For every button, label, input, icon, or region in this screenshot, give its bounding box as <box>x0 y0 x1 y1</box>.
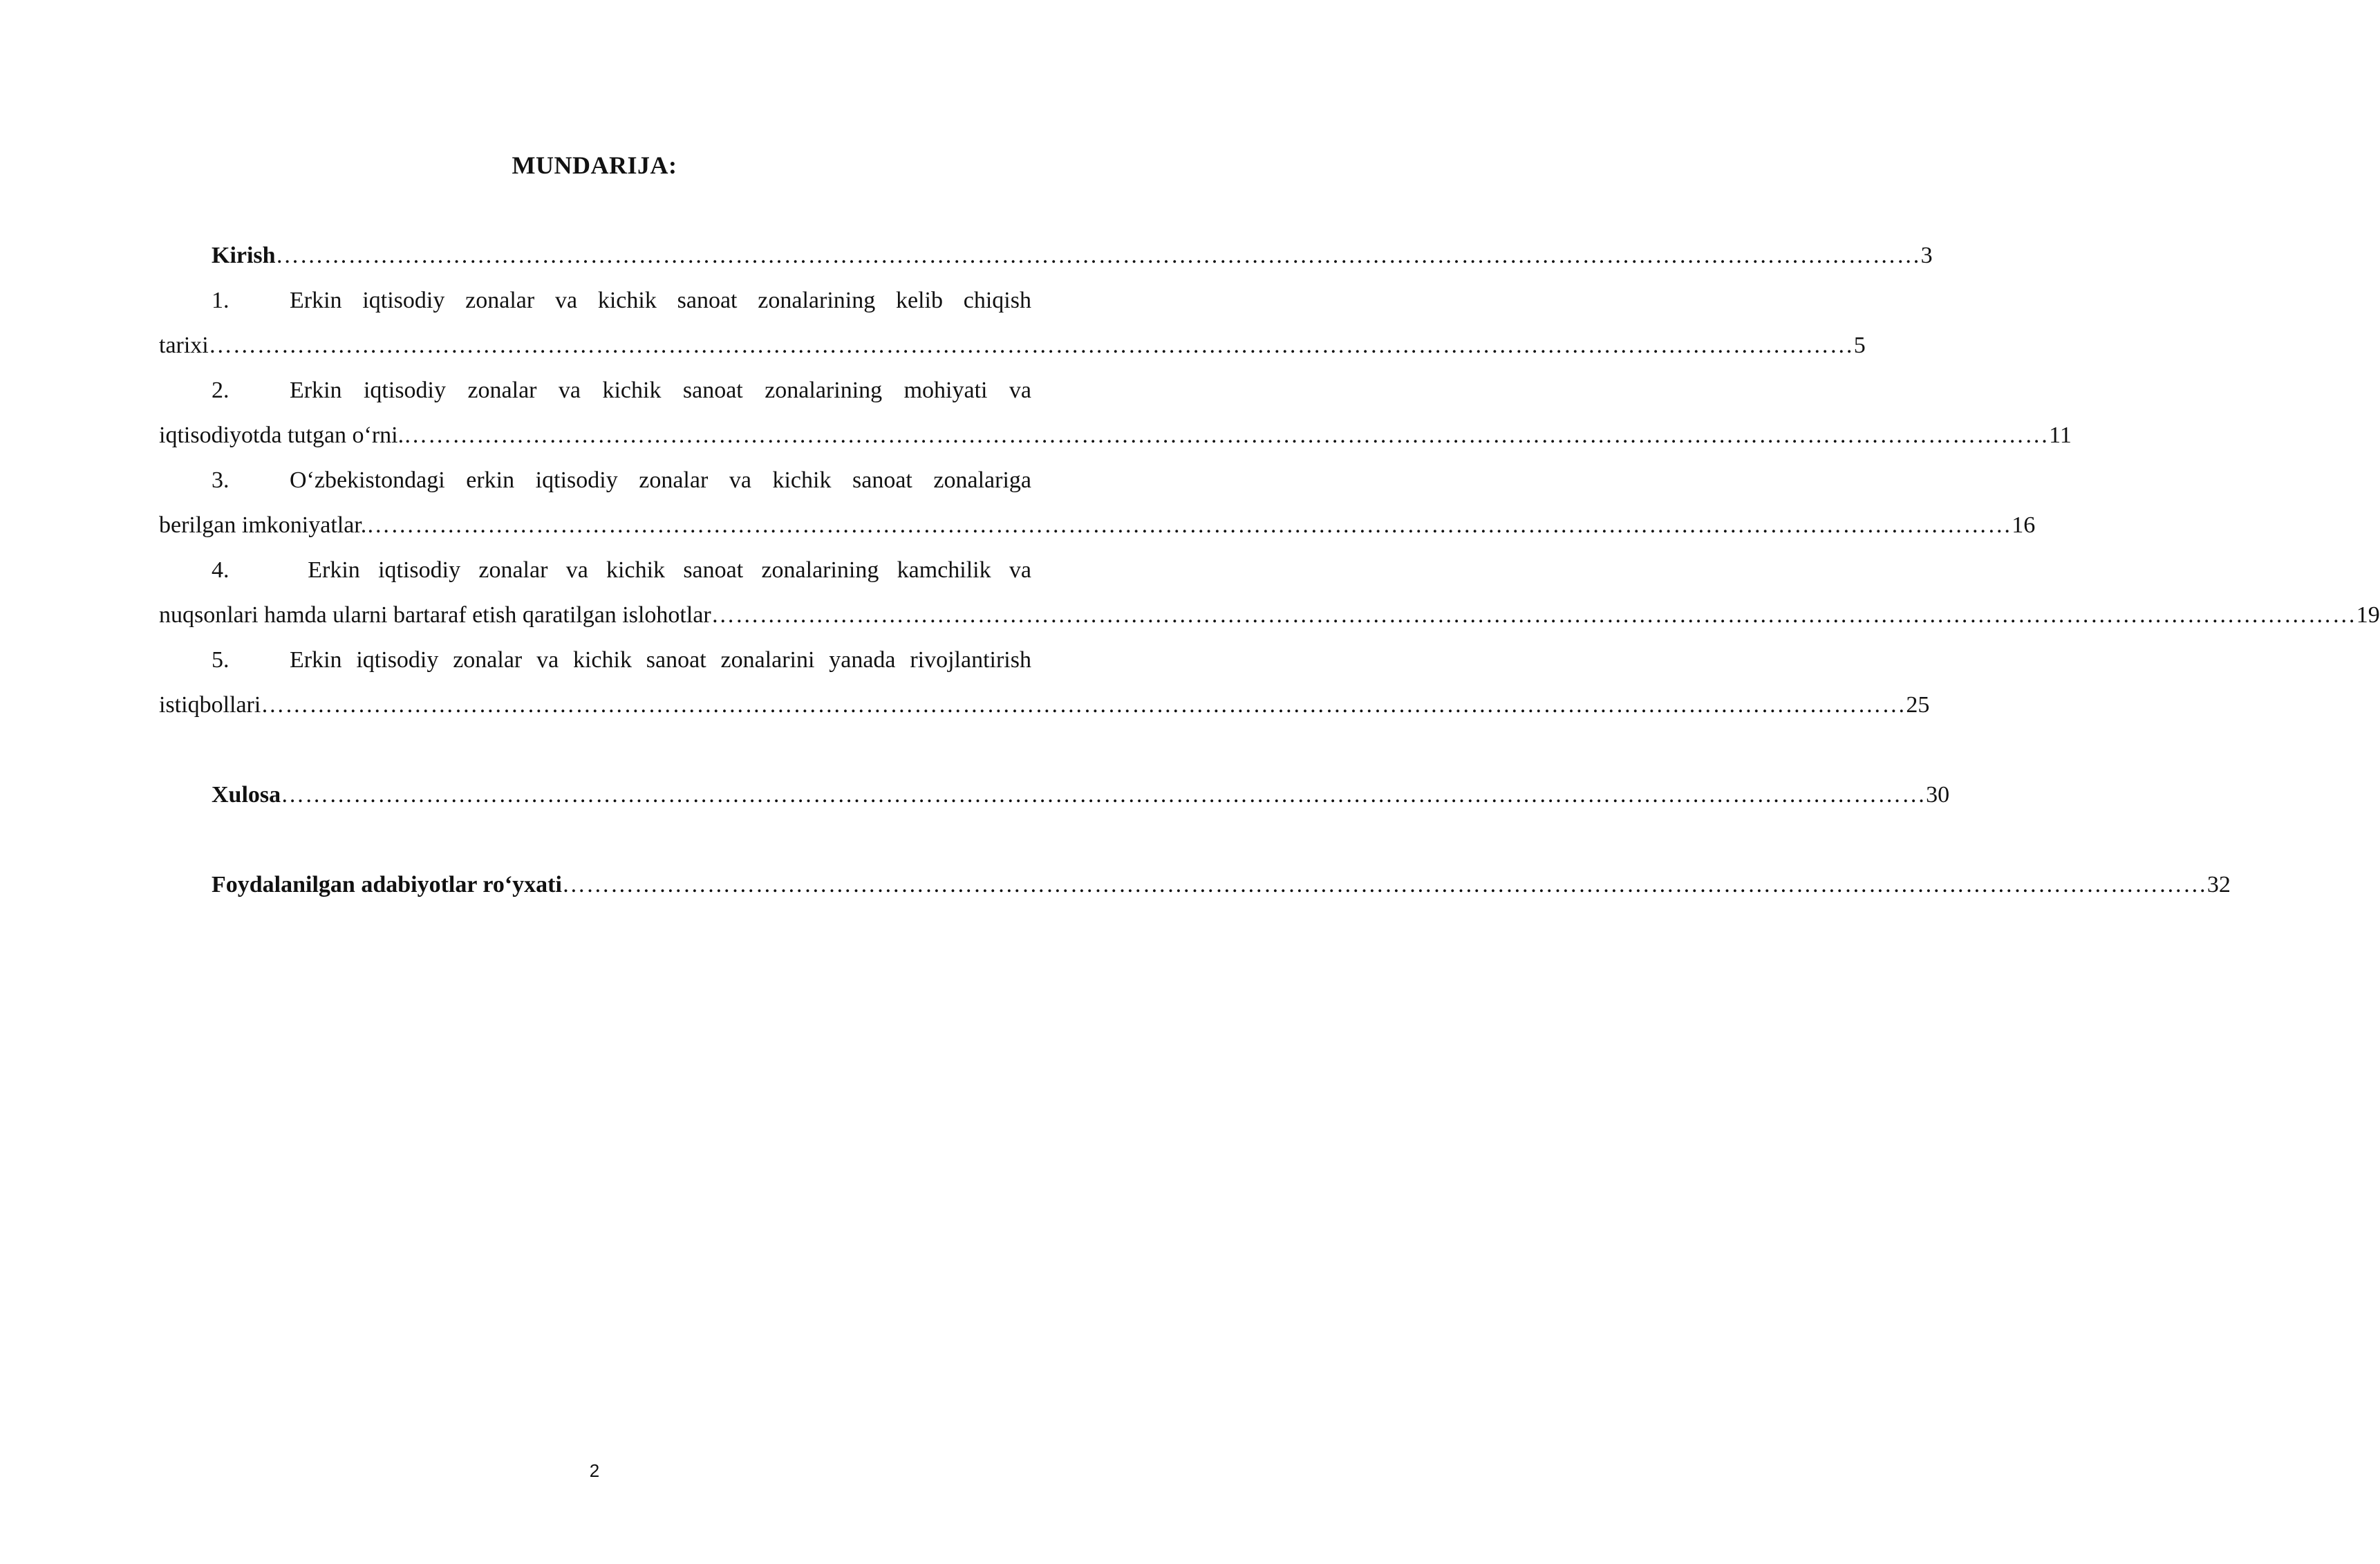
toc-entry-conclusion <box>212 778 1950 812</box>
toc-conclusion-label: Xulosa <box>212 782 281 808</box>
toc-intro-page: 3 <box>1920 243 1933 268</box>
toc-item-number: 4. <box>212 557 229 583</box>
toc-item-4-line2 <box>159 598 2380 633</box>
page-title: MUNDARIJA: <box>512 151 677 179</box>
toc-item-title: Erkin iqtisodiy zonalar va kichik sanoat zonalarining mohiyati va <box>290 378 1031 403</box>
toc-item-number: 5. <box>212 647 229 673</box>
toc-leader-dots: …………………………………………………………………………………………………………………………………………………………………………………… <box>281 782 1927 808</box>
toc-item-number: 2. <box>212 378 229 403</box>
toc-leader-dots: …………………………………………………………………………………………………………………………………………………………………………………… <box>366 512 2012 538</box>
toc-item-1-line1 <box>212 283 1031 318</box>
toc-item-number: 1. <box>212 288 229 313</box>
toc-item-title-cont: tarixi <box>159 333 209 358</box>
toc-references-label: Foydalanilgan adabiyotlar ro‘yxati <box>212 872 562 897</box>
toc-leader-dots: …………………………………………………………………………………………………………………………………………………………………………………… <box>208 333 1854 358</box>
page-number: 2 <box>589 1460 600 1481</box>
toc-item-5-line2 <box>159 688 1930 723</box>
toc-item-title: Erkin iqtisodiy zonalar va kichik sanoat zonalarining kamchilik va <box>290 557 1031 583</box>
toc-entry-intro <box>212 239 1933 273</box>
toc-item-page: 25 <box>1906 692 1930 718</box>
toc-leader-dots: …………………………………………………………………………………………………………………………………………………………………………………… <box>261 692 1906 718</box>
toc-leader-dots: …………………………………………………………………………………………………………………………………………………………………………………… <box>275 243 1921 268</box>
toc-item-title-cont: iqtisodiyotda tutgan o‘rni. <box>159 422 404 448</box>
toc-item-2-line2 <box>159 418 2072 453</box>
toc-item-number: 3. <box>212 467 229 493</box>
toc-entry-references <box>212 868 2231 902</box>
toc-leader-dots: …………………………………………………………………………………………………………………………………………………………………………………… <box>404 422 2050 448</box>
toc-item-3-line2 <box>159 508 2036 543</box>
toc-item-5-line1 <box>212 643 1031 678</box>
toc-item-page: 5 <box>1853 333 1866 358</box>
toc-item-title: O‘zbekistondagi erkin iqtisodiy zonalar va kichik sanoat zonalariga <box>290 467 1031 493</box>
toc-item-title: Erkin iqtisodiy zonalar va kichik sanoat zonalarining kelib chiqish <box>290 288 1031 313</box>
toc-item-page: 19 <box>2356 602 2380 628</box>
toc-item-title-cont: istiqbollari <box>159 692 261 718</box>
toc-item-title-cont: nuqsonlari hamda ularni bartaraf etish qaratilgan islohotlar <box>159 602 711 628</box>
toc-item-3-line1 <box>212 463 1031 498</box>
toc-item-2-line1 <box>212 373 1031 408</box>
toc-item-title-cont: berilgan imkoniyatlar. <box>159 512 367 538</box>
toc-leader-dots: …………………………………………………………………………………………………………………………………………………………………………………… <box>711 602 2356 628</box>
toc-item-4-line1 <box>212 553 1031 588</box>
toc-item-1-line2 <box>159 328 1866 363</box>
toc-item-page: 16 <box>2012 512 2036 538</box>
toc-conclusion-page: 30 <box>1926 782 1950 808</box>
toc-leader-dots: …………………………………………………………………………………………………………………………………………………………………………………… <box>561 872 2207 897</box>
toc-intro-label: Kirish <box>212 243 276 268</box>
toc-item-title: Erkin iqtisodiy zonalar va kichik sanoat zonalarini yanada rivojlantirish <box>290 647 1031 673</box>
toc-item-page: 11 <box>2049 422 2072 448</box>
toc-references-page: 32 <box>2206 872 2231 897</box>
